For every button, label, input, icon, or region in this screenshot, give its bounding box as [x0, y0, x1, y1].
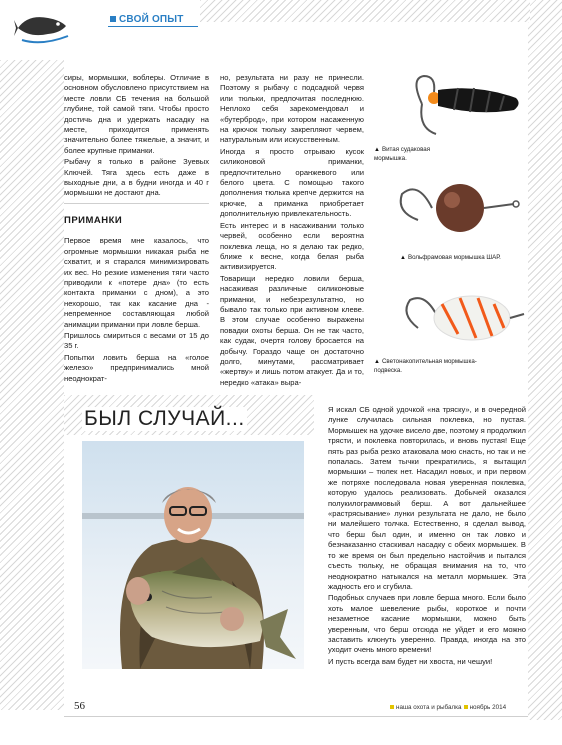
footer-magazine: наша охота и рыбалка ноябрь 2014: [388, 704, 506, 711]
text-column-2: [220, 73, 364, 389]
paragraph: И пусть всегда вам будет ни хвоста, ни чешуи!: [328, 656, 493, 666]
angler-with-fish-photo: [82, 441, 304, 669]
glow-jig-image: [388, 274, 528, 362]
paragraph: Рыбачу я только в районе Зуевых Ключей. Тяга здесь есть даже в выходные дни, а в будни иногда и 40 г мормышки не достают дна.: [64, 157, 209, 198]
divider: [64, 203, 209, 204]
left-hatch-margin: [0, 60, 64, 710]
header-rule: [108, 26, 198, 27]
page-number: 56: [74, 700, 85, 712]
subheading: ПРИМАНКИ: [64, 214, 123, 226]
paragraph: Подобных случаев при ловле берша много. Если было хоть малое шевеление рыбы, короткое и почти незаметное касание мормышки, можно быть уверенным, что берш отсюда не уйдет и его можно заставить клюнуть уверенно. Правда, иногда на это уходит очень много времени!: [328, 593, 526, 655]
paragraph: Есть интерес и в насаживании только червей, особенно если вероятна поклевка леща, но я делаю так редко, ближе к весне, когда белая рыба активизируется.: [220, 220, 364, 272]
paragraph: сиры, мормышки, воблеры. Отличие в основном обусловлено присутствием на месте ловли СБ течения на большой глубине, той самой тяги. Чтобы просто достичь дна и удержать насадку на месте, приходится применять значительно более тяжелые, а значит, и более крупные приманки.: [64, 73, 209, 155]
story-title: БЫЛ СЛУЧАЙ...: [84, 407, 245, 430]
paragraph: Иногда я просто отрываю кусок силиконовой приманки, предпочтительно оранжевого или белого цвета. С помощью такого дополнения тюлька крепче держится на крючке, а приманка приобретает дополнительную привлекательность.: [220, 146, 364, 219]
story-text-column: [328, 405, 526, 668]
text-column-1: [64, 73, 209, 385]
paragraph: Попытки ловить берша на «голое железо» предпринимались мной неоднократ-: [64, 352, 209, 383]
paragraph: Пришлось смириться с весами от 15 до 35 г.: [64, 330, 209, 351]
paragraph: Я искал СБ одной удочкой «на тряску», и в очередной лунке случилась сильная поклевка, но пустая. Мормышек на удочке висело две, поэтому я продолжил трясти, и поклевка повторилась, и вновь пустая! Еще пять раз рыба резко атаковала мою снасть, но так и не попалась. Затем тычки прекратились, я вытащил мормышки – тюлек нет. Насадил новых, и при первом же потряхе последовала новая уверенная поклевка, которую удалось реализовать. Добычей оказался полукилограммовый берш. А вот дальнейшее «растрясывание» лунки результата не дало, не было ни малейшего толчка. Естественно, я сделал вывод, что берш был один, и именно он так ловко и безнаказанно стаскивал насадку с обеих мормышек. В то же время он был предельно настойчив и пытался съесть тюльку, не обращая внимания на то, что неоднократно натыкался на металл мормышек. Эта жадность его и сгубила.: [328, 405, 526, 591]
top-hatch-band: [200, 0, 530, 22]
paragraph: Товарищи нередко ловили берша, насаживая различные силиконовые приманки, и небезрезультатно, но бывало так только при активном клеве. В этом случае особенно выражены повадки охоты берша. Он не так часто, как судак, очертя голову бросается на добычу. Гораздо чаще он достаточно долго, минутами, рассматривает «жертву» и лишь потом атакует. Да и то, нередко «атака» выра-: [220, 273, 364, 387]
lure-caption: ▲ Светонакопительная мормышка-подвеска.: [374, 358, 477, 374]
paragraph: Первое время мне казалось, что огромные мормышки никакая рыба не схватит, и я старался минимизировать их вес. Но резкие изменения тяги часто приводили к «потере дна» (то есть контакта приманки с дном), а это нехорошо, так как касание дна - непременное составляющая любой анимации приманки при ловле берша.: [64, 236, 209, 329]
right-hatch-margin: [528, 0, 562, 720]
lure-caption: ▲ Вольфрамовая мормышка ШАР.: [400, 254, 501, 261]
paragraph: но, результата ни разу не принесли. Поэтому я рыбачу с подсадкой червя или тюльки, предпочитая последнюю. Неплохо себя зарекомендовал и «бутерброд», при котором насаженную на крючок тюльку закрепляют червем, натуральным или искусственным.: [220, 73, 364, 145]
lure-caption: ▲ Витая судаковая мормышка.: [374, 146, 431, 162]
section-label: СВОЙ ОПЫТ: [110, 14, 184, 25]
tungsten-ball-jig-image: [388, 174, 528, 254]
twisted-jig-image: [388, 70, 528, 152]
fish-logo-icon: [14, 6, 72, 46]
lure-illustrations: [370, 70, 528, 390]
footer-rule: [64, 716, 528, 717]
